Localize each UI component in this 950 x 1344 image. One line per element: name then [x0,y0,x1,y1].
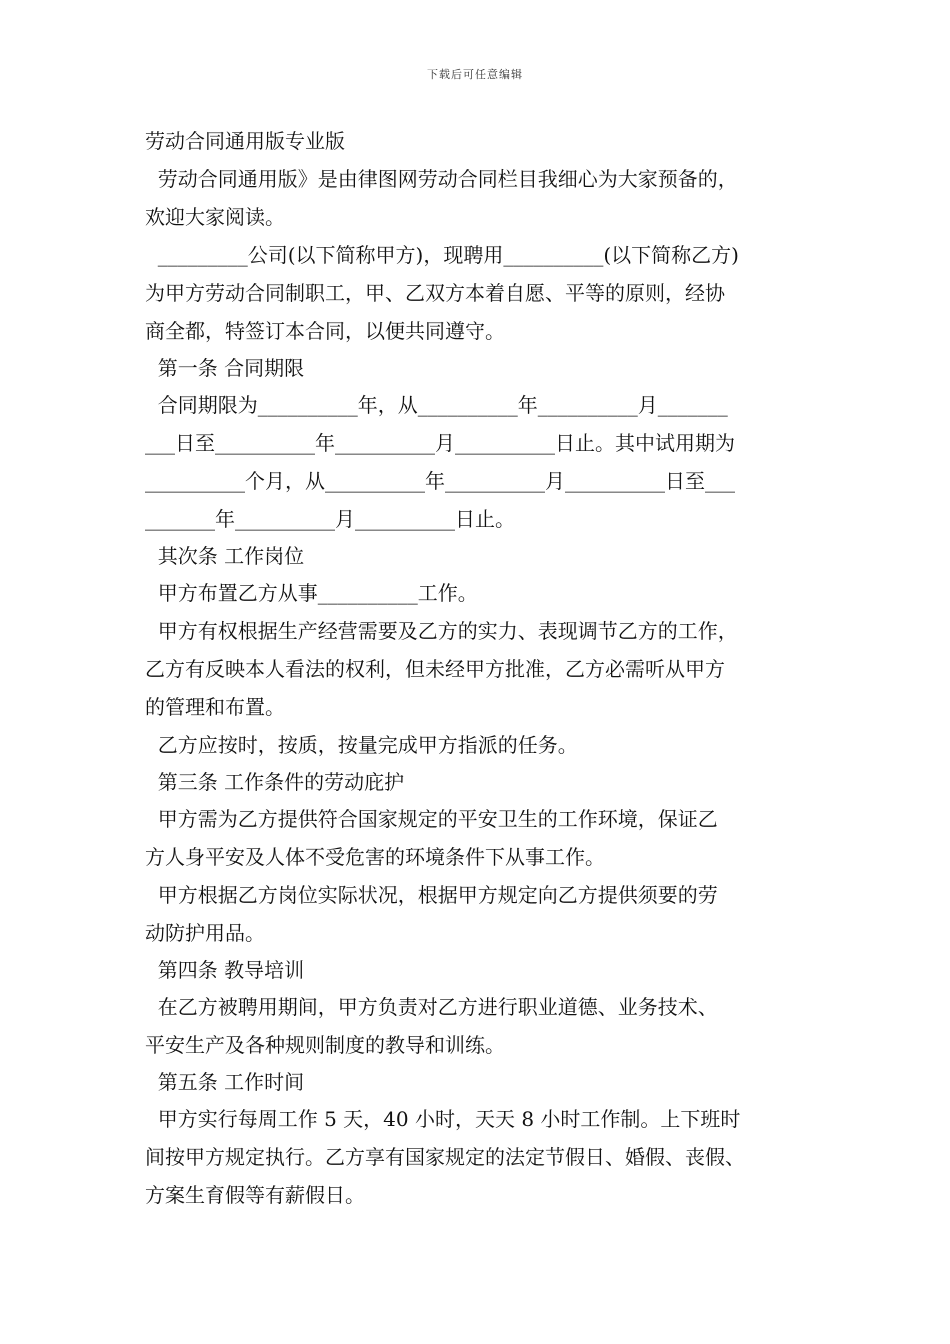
text-line: 甲方需为乙方提供符合国家规定的平安卫生的工作环境，保证乙 [145,807,718,831]
text-line: 间按甲方规定执行。乙方享有国家规定的法定节假日、婚假、丧假、 [145,1145,745,1169]
text-line: __________个月，从__________年__________月__________日至___ [145,469,735,493]
page-header: 下载后可任意编辑 [427,68,523,81]
text-line: 甲方布置乙方从事__________工作。 [145,581,478,605]
text-line: 乙方应按时，按质，按量完成甲方指派的任务。 [145,733,578,757]
text-line: ___日至__________年__________月__________日止。其中试用期为 [145,431,735,455]
text-line: 在乙方被聘用期间，甲方负责对乙方进行职业道德、业务技术、 [145,995,718,1019]
text-line: _________公司(以下简称甲方)，现聘用__________(以下简称乙方) [145,243,739,267]
text-line: _______年__________月__________日止。 [145,507,515,531]
text-line: 乙方有反映本人看法的权利，但未经甲方批准，乙方必需听从甲方 [145,657,725,681]
text-line: 商全都，特签订本合同，以便共同遵守。 [145,319,505,343]
section-heading: 第四条 教导培训 [145,958,305,982]
text-line: 方案生育假等有薪假日。 [145,1183,365,1207]
text-line: 为甲方劳动合同制职工，甲、乙双方本着自愿、平等的原则，经协 [145,281,725,305]
text-line: 动防护用品。 [145,921,265,945]
section-heading: 其次条 工作岗位 [145,544,305,568]
document-body [145,122,825,1214]
text-line: 劳动合同通用版》是由律图网劳动合同栏目我细心为大家预备的， [145,167,738,191]
text-line: 合同期限为__________年，从__________年__________月_______ [145,393,728,417]
text-line: 方人身平安及人体不受危害的环境条件下从事工作。 [145,845,605,869]
section-heading: 第一条 合同期限 [145,356,305,380]
document-title: 劳动合同通用版专业版 [145,129,345,153]
text-line: 甲方根据乙方岗位实际状况，根据甲方规定向乙方提供须要的劳 [145,883,718,907]
section-heading: 第三条 工作条件的劳动庇护 [145,770,405,794]
text-line: 甲方有权根据生产经营需要及乙方的实力、表现调节乙方的工作， [145,619,738,643]
text-line: 甲方实行每周工作 5 天，40 小时，天天 8 小时工作制。上下班时 [145,1107,741,1131]
text-line: 的管理和布置。 [145,695,285,719]
text-line: 欢迎大家阅读。 [145,205,285,229]
text-line: 平安生产及各种规则制度的教导和训练。 [145,1033,505,1057]
section-heading: 第五条 工作时间 [145,1070,305,1094]
